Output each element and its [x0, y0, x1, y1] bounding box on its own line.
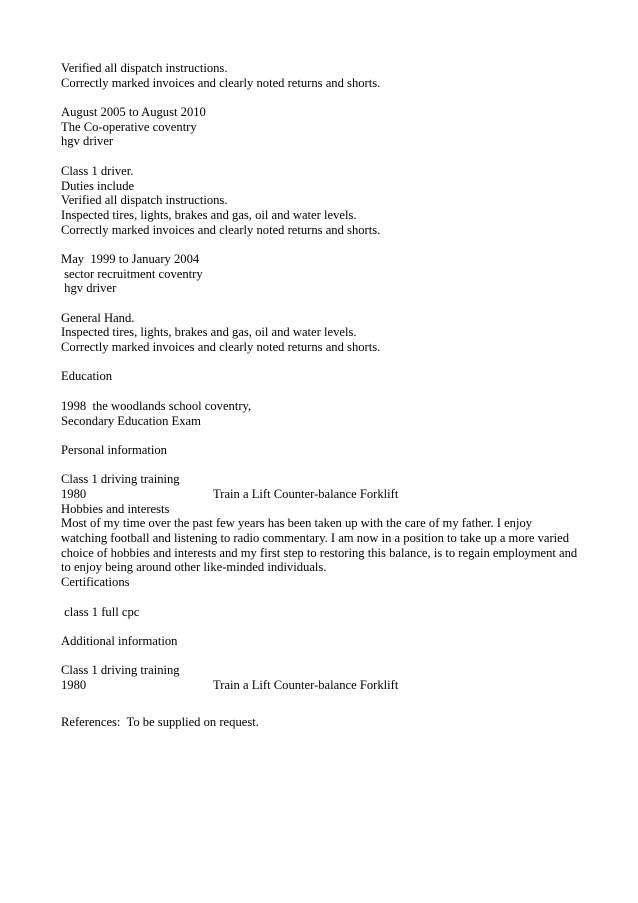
hobbies-heading: Hobbies and interests	[61, 501, 170, 516]
training-title: Class 1 driving training	[61, 663, 180, 678]
job-dates: May 1999 to January 2004	[61, 251, 200, 266]
hobbies-text: Most of my time over the past few years has been taken up with the care of my father. I enjoy watching football and listening to radio commentary. I am now in a position to take up a more varied choice of hobbies and interests and my first step to restoring this balance, is to regain employment and to enjoy being around other like-minded individuals.	[61, 516, 578, 575]
personal-section	[61, 443, 581, 619]
intro-duties	[61, 61, 581, 90]
references-line: References: To be supplied on request.	[61, 714, 259, 729]
duty-line: Inspected tires, lights, brakes and gas, oil and water levels.	[61, 325, 357, 340]
training-row	[61, 678, 581, 693]
education-entry: 1998 the woodlands school coventry,	[61, 398, 252, 413]
duty-line: Inspected tires, lights, brakes and gas, oil and water levels.	[61, 207, 357, 222]
training-row	[61, 487, 581, 502]
job-title: hgv driver	[61, 134, 114, 149]
duty-line: Correctly marked invoices and clearly noted returns and shorts.	[61, 340, 381, 355]
duty-line: Verified all dispatch instructions.	[61, 193, 228, 208]
job-title: hgv driver	[61, 281, 117, 296]
job-dates: August 2005 to August 2010	[61, 105, 206, 120]
certifications-heading: Certifications	[61, 575, 130, 590]
training-title: Class 1 driving training	[61, 472, 180, 487]
duty-line: Verified all dispatch instructions.	[61, 61, 228, 75]
duty-line: Correctly marked invoices and clearly noted returns and shorts.	[61, 222, 381, 237]
education-qualification: Secondary Education Exam	[61, 413, 201, 428]
job-employer: The Co-operative coventry	[61, 119, 197, 134]
section-heading: Additional information	[61, 633, 178, 648]
duty-line: Duties include	[61, 178, 135, 193]
education-section	[61, 369, 581, 428]
job-coop	[61, 105, 581, 237]
training-detail: Train a Lift Counter-balance Forklift	[213, 677, 399, 692]
job-employer: sector recruitment coventry	[61, 266, 203, 281]
training-year: 1980	[61, 486, 87, 501]
additional-section	[61, 634, 581, 693]
duty-line: Correctly marked invoices and clearly noted returns and shorts.	[61, 75, 381, 90]
duty-line: Class 1 driver.	[61, 163, 134, 178]
section-heading: Education	[61, 369, 113, 384]
section-heading: Personal information	[61, 442, 167, 457]
job-sector-recruitment	[61, 252, 581, 355]
cv-page	[61, 61, 581, 729]
training-detail: Train a Lift Counter-balance Forklift	[213, 486, 399, 501]
certification-item: class 1 full cpc	[61, 604, 140, 619]
training-year: 1980	[61, 677, 87, 692]
duty-line: General Hand.	[61, 310, 135, 325]
